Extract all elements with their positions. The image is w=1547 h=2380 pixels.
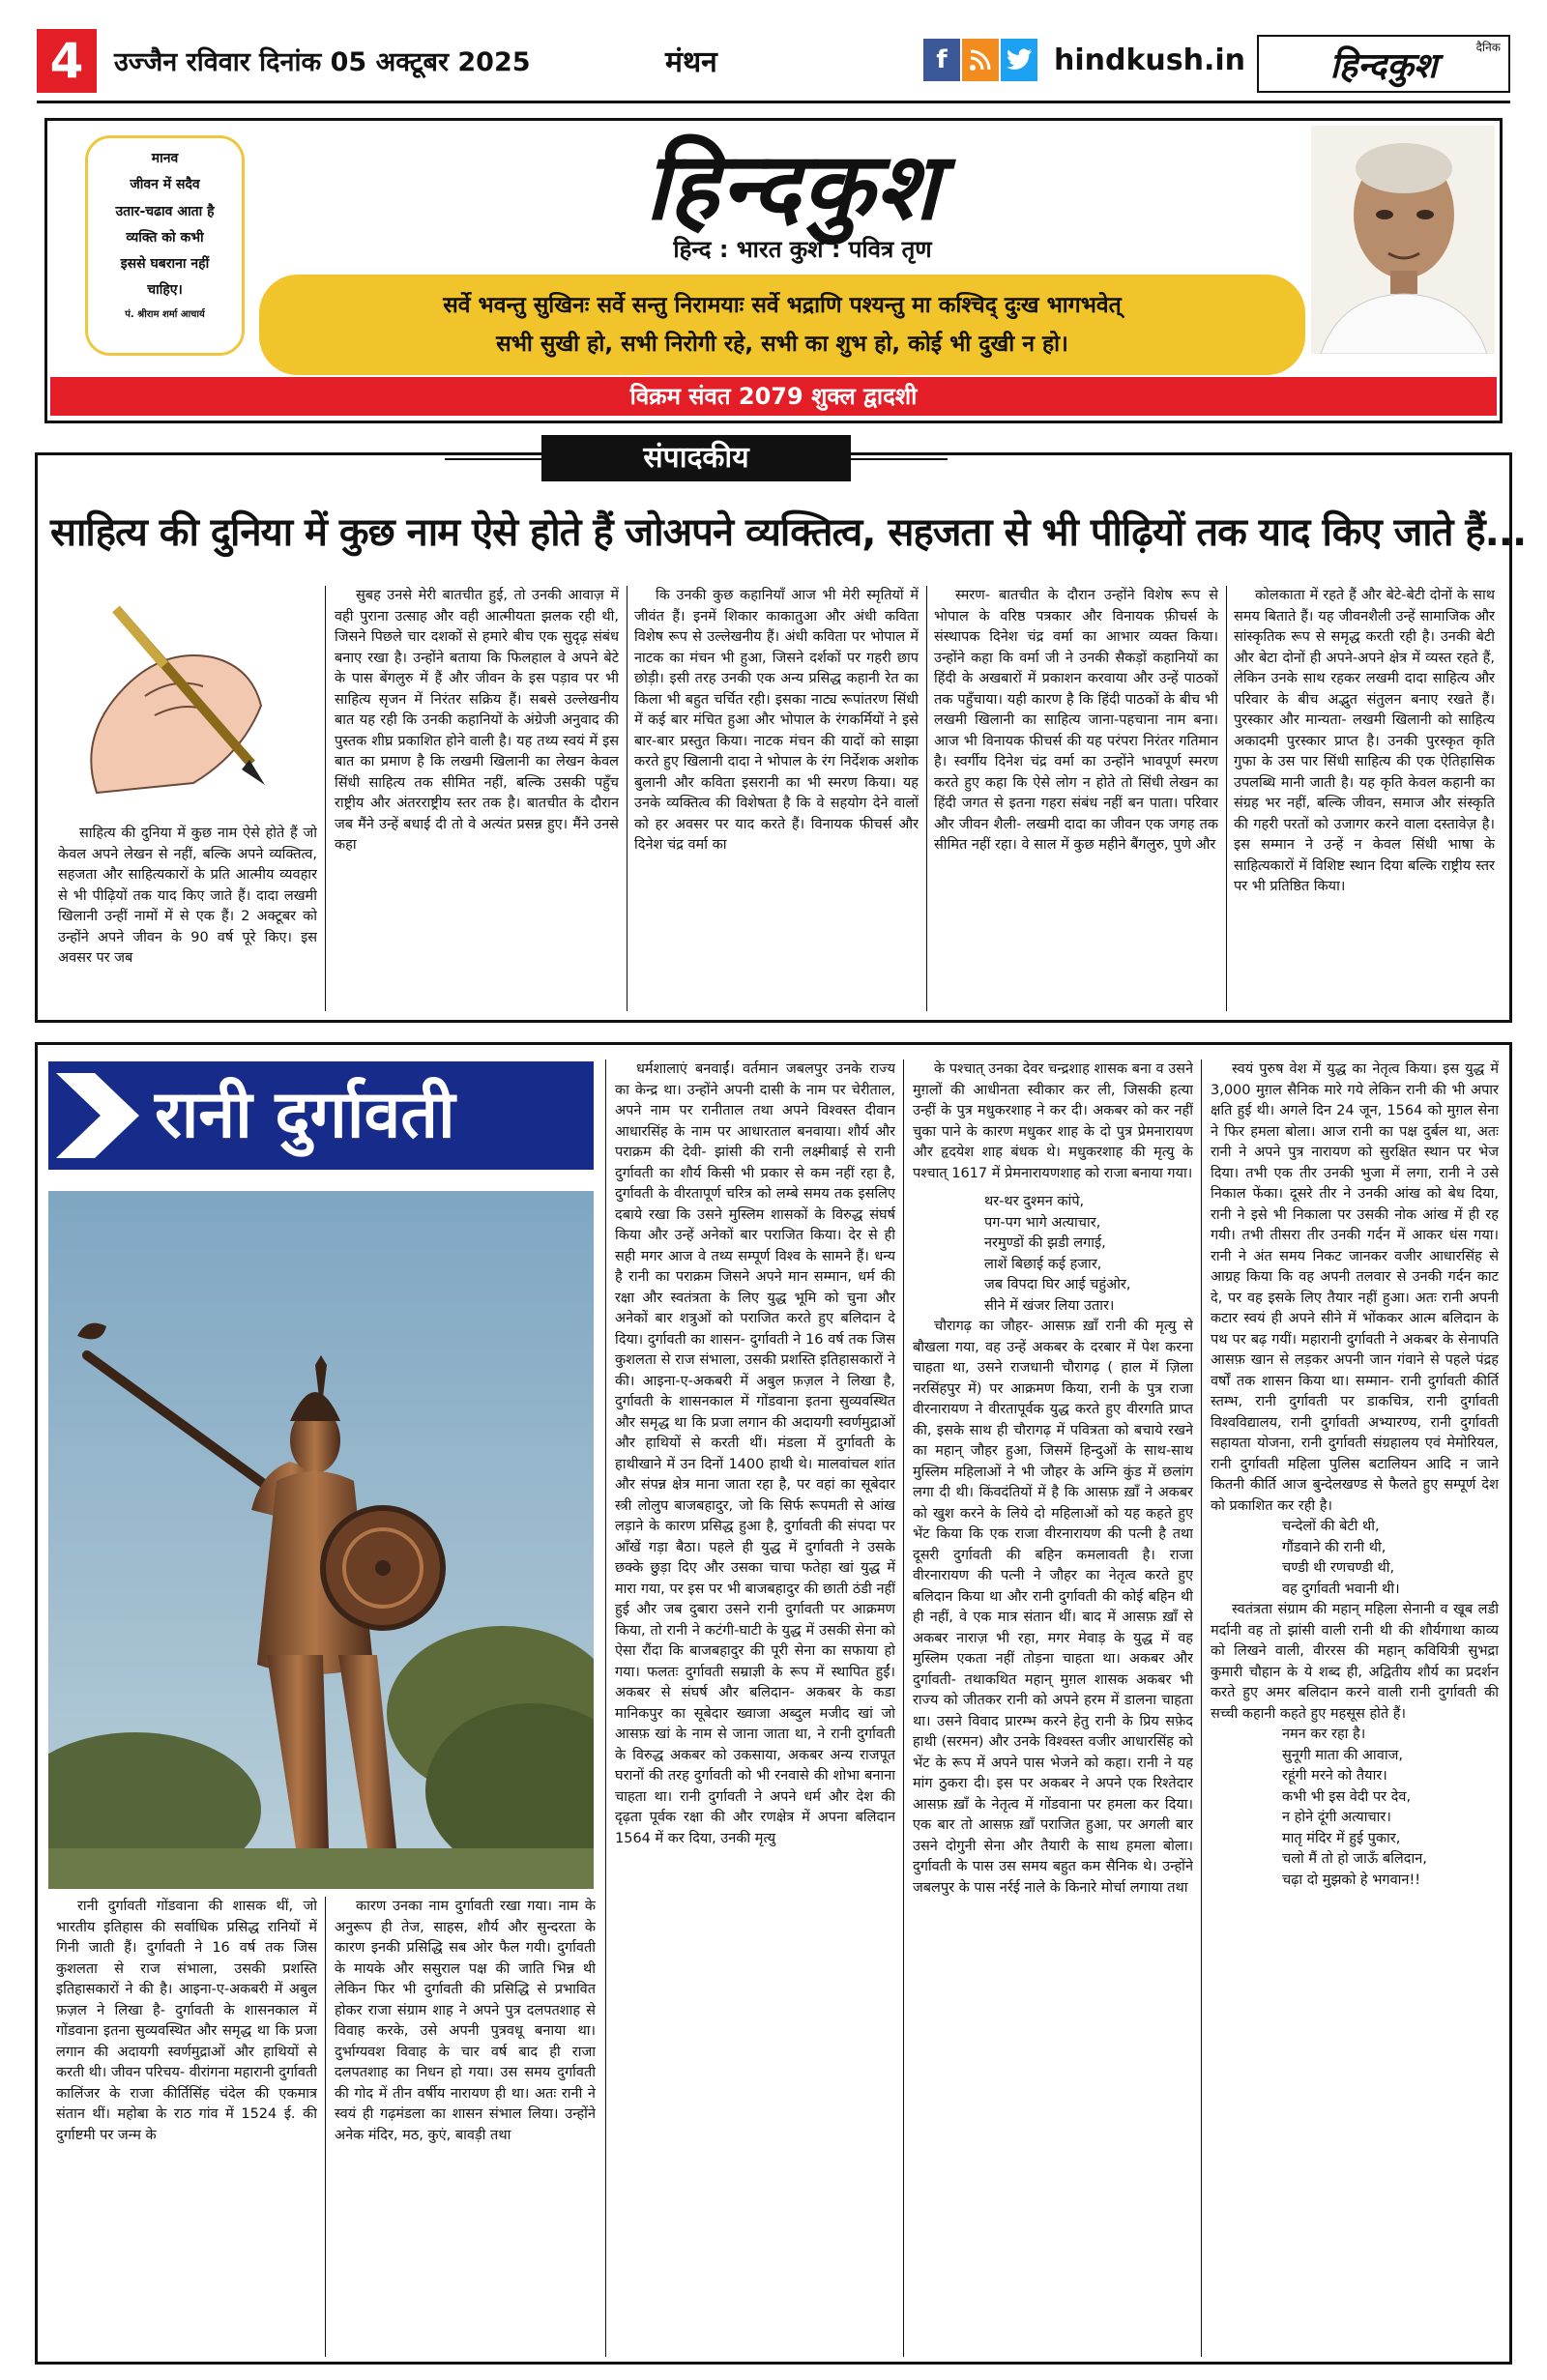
small-logo: हिन्दकुश दैनिक: [1257, 35, 1510, 93]
editorial-col-3: कि उनकी कुछ कहानियाँ आज भी मेरी स्मृतियों में जीवंत हैं। इनमें शिकार काकातुआ और अंधी कविता विशेष रूप से उल्लेखनीय हैं। अंधी कविता पर भोपाल में नाटक का मंचन भी हुआ, जिसने दर्शकों पर गहरी छाप छोड़ी। इसी तरह उनकी एक अन्य प्रसिद्ध कहानी रेत का किला भी बहुत चर्चित रही। इसका नाट्य रूपांतरण सिंधी में कई बार मंचित हुआ और भोपाल के रंगकर्मियों ने इसे बार-बार प्रस्तुत किया। नाटक मंचन की यादों को साझा करते हुए खिलानी दादा ने भोपाल के रंग निर्देशक अशोक बुलानी और कविता इसरानी का भी स्मरण किया। यह उनके व्यक्तित्व की विशेषता है कि वे सहयोग देने वालों को हर अवसर पर याद करते हैं। विनायक फीचर्स और दिनेश चंद्र वर्मा का: [634, 588, 919, 853]
masthead-title: हिन्दकुश: [645, 131, 941, 241]
chevron-icon: [56, 1073, 143, 1158]
column-rule: [627, 586, 628, 1011]
samvat-bar: विक्रम संवत 2079 शुक्ल द्वादशी: [50, 377, 1497, 416]
column-rule: [605, 1059, 606, 2357]
dateline: उज्जैन रविवार दिनांक 05 अक्टूबर 2025: [114, 46, 531, 77]
editorial-col-5: कोलकाता में रहते हैं और बेटे-बेटी दोनों के साथ समय बिताते हैं। यह जीवनशैली उन्हें सामाजिक और सांस्कृतिक रूप से समृद्ध करती रही है। उनकी बेटी और बेटा दोनों ही अपने-अपने क्षेत्र में व्यस्त रहते हैं, लेकिन उनके साथ रहकर लखमी दादा साहित्य और परिवार के बीच अद्भुत संतुलन बनाए रखते हैं। पुरस्कार और मान्यता- लखमी खिलानी को साहित्य अकादमी पुरस्कार प्राप्त है। उनकी पुरस्कृत कृति गुफा के उस पार सिंधी साहित्य की एक ऐतिहासिक उपलब्धि मानी जाती है। यह कृति केवल कहानी का संग्रह भर नहीं, बल्कि जीवन, समाज और संस्कृति की गहरी परतों को उजागर करने वाला दस्तावेज़ है। इस सम्मान ने उन्हें न केवल सिंधी भाषा के साहित्यकारों में विशिष्ट स्थान दिया बल्कि राष्ट्रीय स्तर पर भी प्रतिष्ठित किया।: [1234, 588, 1495, 894]
column-rule: [325, 1897, 326, 2357]
quote-author: पं. श्रीराम शर्मा आचार्य: [125, 308, 205, 320]
editorial-headline: साहित्य की दुनिया में कुछ नाम ऐसे होते हैं जोअपने व्यक्तित्व, सहजता से भी पीढ़ियों तक याद किए जाते हैं...: [50, 510, 1527, 555]
rani-col-2: कारण उनका नाम दुर्गावती रखा गया। नाम के अनुरूप ही तेज, साहस, शौर्य और सुन्दरता के कारण इनकी प्रसिद्धि सब ओर फैल गयी। दुर्गावती के मायके और ससुराल पक्ष की जाति भिन्न थी लेकिन फिर भी दुर्गावती की प्रसिद्धि से प्रभावित होकर राजा संग्राम शाह ने अपने पुत्र दलपतशाह से विवाह करके, उसे अपनी पुत्रवधू बनाया था। दुर्भाग्यवश विवाह के चार वर्ष बाद ही राजा दलपतशाह का निधन हो गया। उस समय दुर्गावती की गोद में तीन वर्षीय नारायण ही था। अतः रानी ने स्वयं ही गढ़मंडला का शासन संभाल लिया। उन्होंने अनेक मंदिर, मठ, कुएं, बावड़ी तथा: [335, 1899, 596, 2143]
rss-icon: [962, 39, 999, 81]
rani-col-1: रानी दुर्गावती गोंडवाना की शासक थीं, जो भारतीय इतिहास की सर्वाधिक प्रसिद्ध रानियों में गिनी जाती हैं। दुर्गावती ने 16 वर्ष तक जिस कुशलता से राज संभाला, उसकी प्रशस्ति इतिहासकारों ने की है। आइना-ए-अकबरी में अबुल फ़ज़ल ने लिखा है- दुर्गावती के शासनकाल में गोंडवाना इतना सुव्यवस्थित और समृद्ध था कि प्रजा लगान की अदायगी स्वर्णमुद्राओं और हाथियों से करती थी। जीवन परिचय- वीरांगना महारानी दुर्गावती कालिंजर के राजा कीर्तिसिंह चंदेल की एकमात्र संतान थीं। महोबा के राठ गांव में 1524 ई. की दुर्गाष्टमी पर जन्म के: [56, 1899, 317, 2143]
column-rule: [903, 1059, 904, 2357]
editorial-col-4: स्मरण- बातचीत के दौरान उन्होंने विशेष रूप से भोपाल के वरिष्ठ पत्रकार और विनायक फ़ीचर्स के संस्थापक दिनेश चंद्र वर्मा का आभार व्यक्त किया। उन्होंने कहा कि वर्मा जी ने उनकी सैकड़ों कहानियों का हिंदी के अखबारों में प्रकाशन करवाया और उन्हें पाठकों तक पहुँचाया। यही कारण है कि हिंदी पाठकों के बीच भी लखमी खिलानी का साहित्य जाना-पहचाना नाम बना। आज भी विनायक फीचर्स की यह परंपरा निरंतर गतिमान है। स्वर्गीय दिनेश चंद्र वर्मा का उन्होंने भावपूर्ण स्मरण करते हुए कहा कि ऐसे लोग न होते तो सिंधी लेखन का हिंदी जगत से इतना गहरा संबंध नहीं बन पाता। परिवार और जीवन शैली- लखमी दादा का जीवन एक जगह तक सीमित नहीं रहा। वे साल में कुछ महीने बैंगलुरु, पुणे और: [934, 588, 1218, 853]
quote-box: मानव जीवन में सदैव उतार-चढाव आता है व्यक्ति को कभी इससे घबराना नहीं चाहिए। पं. श्रीराम शर्मा आचार्य: [85, 135, 245, 356]
website-link[interactable]: hindkush.in: [1054, 43, 1246, 77]
column-rule: [325, 586, 326, 1011]
statue-photo: [48, 1191, 594, 1889]
twitter-icon: [1001, 39, 1037, 81]
rani-col-4: के पश्चात् उनका देवर चन्द्रशाह शासक बना व उसने मुग़लों की आधीनता स्वीकार कर ली, जिसकी हत्या उन्हीं के पुत्र मधुकरशाह ने कर दी। अकबर को कर नहीं चुका पाने के कारण मधुकर शाह के दो पुत्र प्रेमनारायण और हृदयेश शाह बंधक थे। मधुकरशाह की मृत्यु के पश्चात् 1617 में प्रेमनारायणशाह को राजा बनाया गया। थर-थर दुश्मन कांपे, पग-पग भागे अत्याचार, नरमुण्डों की झडी लगाई, लाशें बिछाई कई हजार, जब विपदा घिर आई चहुंओर, सीने में खंजर लिया उतार। चौरागढ़ का जौहर- आसफ़ ख़ाँ रानी की मृत्यु से बौखला गया, वह उन्हें अकबर के दरबार में पेश करना चाहता था, उसने राजधानी चौरागढ़ ( हाल में ज़िला नरसिंहपुर में) पर आक्रमण किया, रानी के पुत्र राजा वीरनारायण ने वीरतापूर्वक युद्ध करते हुए वीरगति प्राप्त की, इसके साथ ही चौरागढ़ में पवित्रता को बचाये रखने का महान् जौहर हुआ, जिसमें हिन्दुओं के साथ-साथ मुस्लिम महिलाओं ने भी जौहर के अग्नि कुंड में छलांग लगा दी थी। किंवदंतियों में है कि आसफ़ ख़ाँ ने अकबर को खुश करने के लिये दो महिलाओं को यह कहते हुए भेंट किया कि एक राजा वीरनारायण की पत्नी है तथा दूसरी दुर्गावती की बहिन कमलावती है। राजा वीरनारायण की पत्नी ने जौहर का नेतृत्व करते हुए बलिदान किया था और रानी दुर्गावती की कोई बहिन थी ही नहीं, वे एक मात्र संतान थीं। बाद में आसफ़ ख़ाँ से अकबर नाराज़ भी रहा, मगर मेवाड़ के युद्ध में वह मुस्लिम एकता नहीं तोड़ना चाहता था। अकबर और दुर्गावती- तथाकथित महान् मुग़ल शासक अकबर भी राज्य को जीतकर रानी को अपने हरम में डालना चाहता था। उसने विवाद प्रारम्भ करने हेतु रानी के प्रिय सफ़ेद हाथी (सरमन) और उनके विश्वस्त वजीर आधारसिंह को भेंट के रूप में अपने पास भेजने को कहा। रानी ने यह मांग ठुकरा दी। इस पर अकबर ने अपने एक रिश्तेदार आसफ़ ख़ाँ के नेतृत्व में गोंडवाना पर हमला कर दिया। एक बार तो आसफ़ ख़ाँ पराजित हुआ, पर अगली बार उसने दोगुनी सेना और तैयारी के साथ हमला बोला। दुर्गावती के पास उस समय बहुत कम सैनिक थे। उन्होंने जबलपुर के पास नर्रई नाले के किनारे मोर्चा लगाया तथा: [913, 1061, 1193, 1896]
rani-title: रानी दुर्गावती: [48, 1061, 594, 1170]
masthead-subtitle: हिन्द : भारत कुश : पवित्र तृण: [673, 236, 932, 263]
rani-col-5: स्वयं पुरुष वेश में युद्ध का नेतृत्व किया। इस युद्ध में 3,000 मुग़ल सैनिक मारे गये लेकिन रानी की भी अपार क्षति हुई थी। अगले दिन 24 जून, 1564 को मुग़ल सेना ने फिर हमला बोला। आज रानी का पक्ष दुर्बल था, अतः रानी ने अपने पुत्र नारायण को सुरक्षित स्थान पर भेज दिया। तभी एक तीर उनकी भुजा में लगा, रानी ने उसे निकाल फेंका। दूसरे तीर ने उनकी आंख को बेध दिया, रानी ने इसे भी निकाला पर उसकी नोक आंख में ही रह गयी। तभी तीसरा तीर उनकी गर्दन में आकर धंस गया। रानी ने अंत समय निकट जानकर वजीर आधारसिंह से आग्रह किया कि वह अपनी तलवार से उनकी गर्दन काट दे, पर वह इसके लिए तैयार नहीं हुआ। अतः रानी अपनी कटार स्वयं ही अपने सीने में भोंककर आत्म बलिदान के पथ पर बढ़ गयीं। महारानी दुर्गावती ने अकबर के सेनापति आसफ़ खान से लड़कर अपनी जान गंवाने से पहले पंद्रह वर्षों तक शासन किया था। सम्मान- रानी दुर्गावती कीर्ति स्तम्भ, रानी दुर्गावती पर डाकचित्र, रानी दुर्गावती विश्वविद्यालय, रानी दुर्गावती अभ्यारण्य, रानी दुर्गावती सहायता योजना, रानी दुर्गावती संग्रहालय एवं मेमोरियल, रानी दुर्गावती महिला पुलिस बटालियन आदि न जाने कितनी कीर्ति आज बुन्देलखण्ड से फैलते हुए सम्पूर्ण देश को प्रकाशित कर रही है। चन्देलों की बेटी थी, गौंडवाने की रानी थी, चण्डी थी रणचण्डी थी, वह दुर्गावती भवानी थी। स्वतंत्रता संग्राम की महान् महिला सेनानी व खूब लडी मर्दानी वह तो झांसी वाली रानी थी की शौर्यगाथा काव्य को लिखने वाली, वीररस की महान् कवियित्री सुभद्रा कुमारी चौहान के ये शब्द ही, अद्वितीय शौर्य का प्रदर्शन करते हुए अमर बलिदान करने वाली रानी दुर्गावती की सच्ची कहानी कहते हुए महसूस होते हैं। नमन कर रहा है। सुनूगी माता की आवाज, रहूंगी मरने को तैयार। कभी भी इस वेदी पर देव, न होने दूंगी अत्याचार। मातृ मंदिर में हुई पुकार, चलो मैं तो हो जाऊँ बलिदान, चढ़ा दो मुझको हे भगवान!!: [1211, 1061, 1499, 1888]
facebook-icon: f: [923, 39, 960, 81]
rani-col-3: धर्मशालाएं बनवाईं। वर्तमान जबलपुर उनके राज्य का केन्द्र था। उन्होंने अपनी दासी के नाम पर चेरीताल, अपने नाम पर रानीताल तथा अपने विश्वस्त दीवान आधारसिंह के नाम पर आधारताल बनवाया। शौर्य और पराक्रम की देवी- झांसी की रानी लक्ष्मीबाई से रानी दुर्गावती का शौर्य किसी भी प्रकार से कम नहीं रहा है, दुर्गावती के वीरतापूर्ण चरित्र को लम्बे समय तक इसलिए दबाये रखा कि उसने मुस्लिम शासकों के विरुद्ध संघर्ष किया और उन्हें अनेकों बार पराजित किया। देर से ही सही मगर आज वे तथ्य सम्पूर्ण विश्व के सामने हैं। धन्य है रानी का पराक्रम जिसने अपने मान सम्मान, धर्म की रक्षा और स्वतंत्रता के लिए युद्ध भूमि को चुना और अनेकों बार शत्रुओं को पराजित करते हुए बलिदान दे दिया। दुर्गावती का शासन- दुर्गावती ने 16 वर्ष तक जिस कुशलता से राज संभाला, उसकी प्रशस्ति इतिहासकारों ने की। आइना-ए-अकबरी में अबुल फ़ज़ल ने लिखा है, दुर्गावती के शासनकाल में गोंडवाना इतना सुव्यवस्थित और समृद्ध था कि प्रजा लगान की अदायगी स्वर्णमुद्राओं और हाथियों से करती थीं। मंडला में दुर्गावती के हाथीखाने में उन दिनों 1400 हाथी थे। मालवांचल शांत और संपन्न क्षेत्र माना जाता रहा है, पर वहां का सूबेदार स्त्री लोलुप बाजबहादुर, जो कि सिर्फ रूपमती से आंख लड़ाने के कारण प्रसिद्ध हुआ है, दुर्गावती की संपदा पर आँखें गड़ा बैठा। पहले ही युद्ध में दुर्गावती ने उसके छक्के छुड़ा दिए और उसका चाचा फतेहा खां युद्ध में मारा गया, पर इस पर भी बाजबहादुर की छाती ठंडी नहीं हुई और जब दुबारा उसने रानी दुर्गावती पर आक्रमण किया, तो रानी ने कटंगी-घाटी के युद्ध में उसकी सेना को ऐसा रौंदा कि बाजबहादुर की पूरी सेना का सफाया हो गया। फलतः दुर्गावती सम्राज्ञी के रूप में स्थापित हुईं। अकबर से संघर्ष और बलिदान- अकबर के कडा मानिकपुर का सूबेदार ख्वाजा अब्दुल मजीद खां जो आसफ़ खां के नाम से जाना जाता था, ने रानी दुर्गावती के विरुद्ध अकबर को उकसाया, अकबर अन्य राजपूत घरानों की तरह दुर्गावती को भी रनवासे की शोभा बनाना चाहता था। रानी दुर्गावती ने अपने धर्म और देश की दृढ़ता पूर्वक रक्षा की और रणक्षेत्र में अपना बलिदान 1564 में कर दिया, उनकी मृत्यु: [615, 1061, 895, 1846]
column-rule: [1201, 1059, 1202, 2357]
column-rule: [926, 586, 927, 1011]
editorial-col-1: साहित्य की दुनिया में कुछ नाम ऐसे होते हैं जो केवल अपने लेखन से नहीं, बल्कि अपने व्यक्तित्व, सहजता और साहित्यकारों के प्रति आत्मीय व्यवहार से भी पीढ़ियों तक याद किए जाते हैं। दादा लखमी खिलानी उन्हीं नामों में से एक हैं। 2 अक्टूबर को उन्होंने अपने जीवन के 90 वर्ष पूरे किए। इस अवसर पर जब: [58, 826, 317, 966]
editorial-label: संपादकीय: [541, 435, 851, 481]
editorial-col-2: सुबह उनसे मेरी बातचीत हुई, तो उनकी आवाज़ में वही पुराना उत्साह और वही आत्मीयता झलक रही थी, जिसने पिछले चार दशकों से हमारे बीच एक सुदृढ़ संबंध बनाए रखा है। उन्होंने बताया कि फिलहाल वे अपने बेटे के पास बेंगलुरु में हैं और जीवन के इस पड़ाव पर भी साहित्य सृजन में निरंतर सक्रिय हैं। सबसे उल्लेखनीय बात यह रही कि उनकी कहानियों के अंग्रेजी अनुवाद की पुस्तक शीघ्र प्रकाशित होने वाली है। यह तथ्य स्वयं में इस बात का प्रमाण है कि लखमी खिलानी का लेखन केवल सिंधी साहित्य तक सीमित नहीं, बल्कि उसकी पहुँच राष्ट्रीय और अंतरराष्ट्रीय स्तर तक है। बातचीत के दौरान जब मैंने उन्हें बधाई दी तो वे अत्यंत प्रसन्न हुए। मैंने उनसे कहा: [335, 588, 619, 853]
founder-portrait: [1311, 126, 1495, 354]
pen-hand-illustration: [58, 590, 290, 802]
social-icons: [923, 39, 1039, 81]
header-rule: [37, 101, 1510, 103]
page-number: 4: [37, 29, 97, 93]
shloka-banner: सर्वे भवन्तु सुखिनः सर्वे सन्तु निरामयाः सर्वे भद्राणि पश्यन्तु मा कश्चिद् दुःख भागभवेत् सभी सुखी हो, सभी निरोगी रहे, सभी का शुभ हो, कोई भी दुखी न हो।: [259, 275, 1305, 375]
section-name: मंथन: [665, 44, 717, 79]
column-rule: [1226, 586, 1227, 1011]
